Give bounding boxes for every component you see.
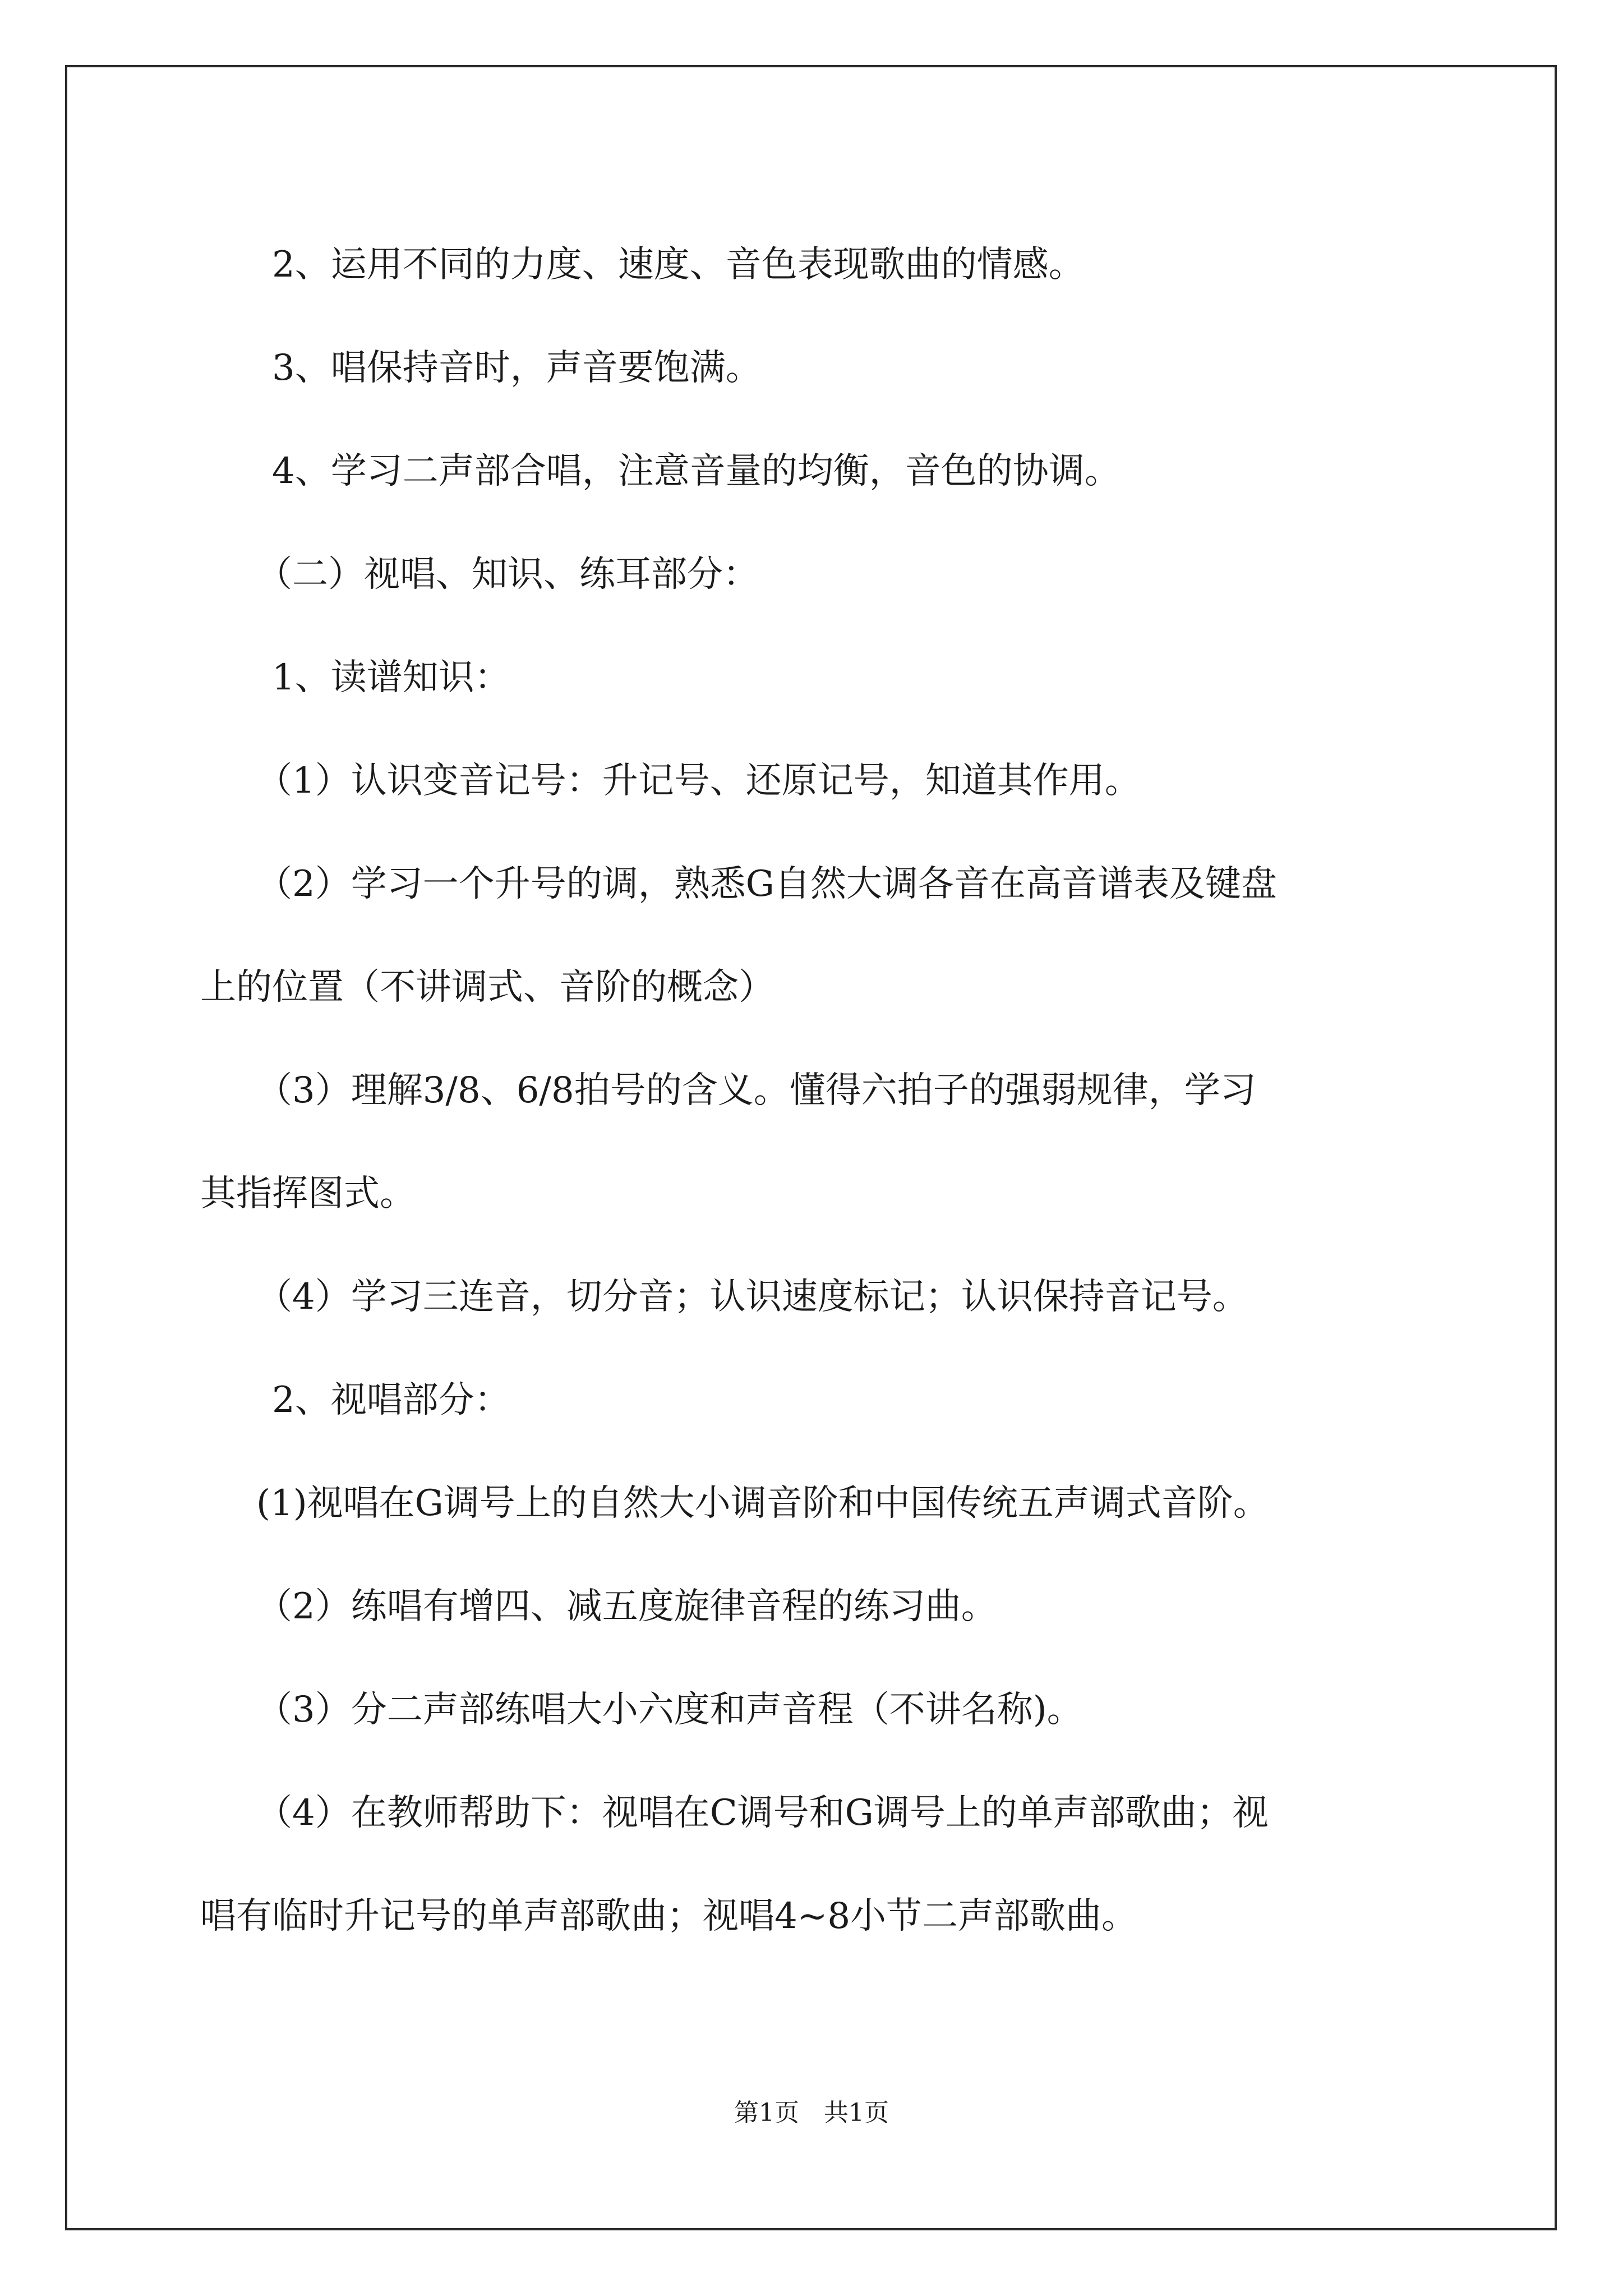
paragraph-line: 唱有临时升记号的单声部歌曲；视唱4~8小节二声部歌曲。 xyxy=(200,1895,1138,1937)
paragraph-line: （3）分二声部练唱大小六度和声音程（不讲名称)。 xyxy=(256,1689,1083,1731)
paragraph-line: （2）练唱有增四、减五度旋律音程的练习曲。 xyxy=(256,1586,997,1627)
paragraph-line: （2）学习一个升号的调，熟悉G自然大调各音在高音谱表及键盘 xyxy=(256,863,1277,905)
page-footer: 第1页 共1页 xyxy=(734,2099,889,2127)
paragraph-line: （4）学习三连音，切分音；认识速度标记；认识保持音记号。 xyxy=(256,1276,1248,1318)
paragraph-line: (1)视唱在G调号上的自然大小调音阶和中国传统五声调式音阶。 xyxy=(256,1483,1269,1524)
paragraph-line: 2、运用不同的力度、速度、音色表现歌曲的情感。 xyxy=(272,244,1085,286)
paragraph-line: 2、视唱部分： xyxy=(272,1379,510,1421)
paragraph-line: （3）理解3/8、6/8拍号的含义。懂得六拍子的强弱规律，学习 xyxy=(256,1070,1256,1111)
paragraph-line: 其指挥图式。 xyxy=(200,1173,416,1214)
section-heading: （二）视唱、知识、练耳部分： xyxy=(256,554,759,595)
document-body xyxy=(200,213,1423,1968)
paragraph-line: 上的位置（不讲调式、音阶的概念） xyxy=(200,967,774,1008)
paragraph-line: （4）在教师帮助下：视唱在C调号和G调号上的单声部歌曲；视 xyxy=(256,1792,1269,1834)
paragraph-line: 4、学习二声部合唱，注意音量的均衡，音色的协调。 xyxy=(272,450,1121,492)
paragraph-line: 3、唱保持音时，声音要饱满。 xyxy=(272,347,762,389)
paragraph-line: 1、读谱知识： xyxy=(272,657,510,698)
paragraph-line: （1）认识变音记号：升记号、还原记号，知道其作用。 xyxy=(256,760,1141,802)
